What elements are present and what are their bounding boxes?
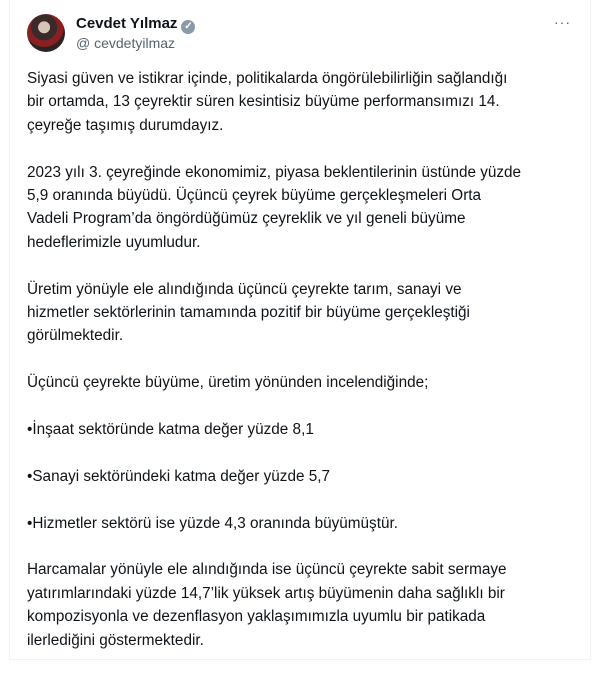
author-handle[interactable]: @ cevdetyilmaz <box>76 35 176 51</box>
text-line: kompozisyonla ve dezenflasyon yaklaşımımızla uyumlu bir patikada <box>27 608 486 626</box>
text-line: •Sanayi sektöründeki katma değer yüzde 5,7 <box>27 467 330 485</box>
text-line: 2023 yılı 3. çeyreğinde ekonomimiz, piyasa beklentilerinin üstünde yüzde <box>27 163 522 181</box>
text-line: 5,9 oranında büyüdü. Üçüncü çeyrek büyüme gerçekleşmeleri Orta <box>27 187 482 205</box>
tweet-paragraph <box>27 278 587 348</box>
tweet-paragraph <box>27 161 587 255</box>
tweet-paragraph <box>27 371 587 394</box>
author-name-row[interactable] <box>76 15 195 34</box>
tweet-paragraph <box>27 418 587 441</box>
text-line: yatırımlarındaki yüzde 14,7’lik yüksek artış büyümenin daha sağlıklı bir <box>27 584 505 602</box>
verified-badge-icon: ✓ <box>181 20 195 34</box>
text-line: hizmetler sektörlerinin tamamında pozitif bir büyüme gerçekleştiği <box>27 304 470 322</box>
tweet-paragraph <box>27 67 587 137</box>
text-line: Vadeli Program’da öngördüğümüz çeyreklik ve yıl geneli büyüme <box>27 210 466 228</box>
text-line: hedeflerimizle uyumludur. <box>27 233 201 251</box>
tweet-paragraph <box>27 512 587 535</box>
text-line: Üretim yönüyle ele alındığında üçüncü çeyrekte tarım, sanayi ve <box>27 280 462 298</box>
tweet-paragraph <box>27 465 587 488</box>
text-line: çeyreğe taşımış durumdayız. <box>27 116 224 134</box>
avatar[interactable] <box>27 14 65 52</box>
text-line: Siyasi güven ve istikrar içinde, politikalarda öngörülebilirliğin sağlandığı <box>27 70 508 87</box>
author-name[interactable]: Cevdet Yılmaz <box>76 15 178 32</box>
text-line: Harcamalar yönüyle ele alındığında ise üçüncü çeyrekte sabit sermaye <box>27 561 507 579</box>
text-line: ilerlediğini göstermektedir. <box>27 631 204 649</box>
text-line: •Hizmetler sektörü ise yüzde 4,3 oranında büyümüştür. <box>27 514 398 532</box>
text-line: •İnşaat sektöründe katma değer yüzde 8,1 <box>27 421 314 439</box>
tweet-text <box>27 67 587 675</box>
tweet-paragraph <box>27 558 587 652</box>
text-line: görülmektedir. <box>27 327 124 345</box>
text-line: bir ortamda, 13 çeyrektir süren kesintisiz büyüme performansımızı 14. <box>27 93 500 111</box>
more-options-icon[interactable]: ··· <box>554 14 571 30</box>
text-line: Üçüncü çeyrekte büyüme, üretim yönünden incelendiğinde; <box>27 374 429 392</box>
